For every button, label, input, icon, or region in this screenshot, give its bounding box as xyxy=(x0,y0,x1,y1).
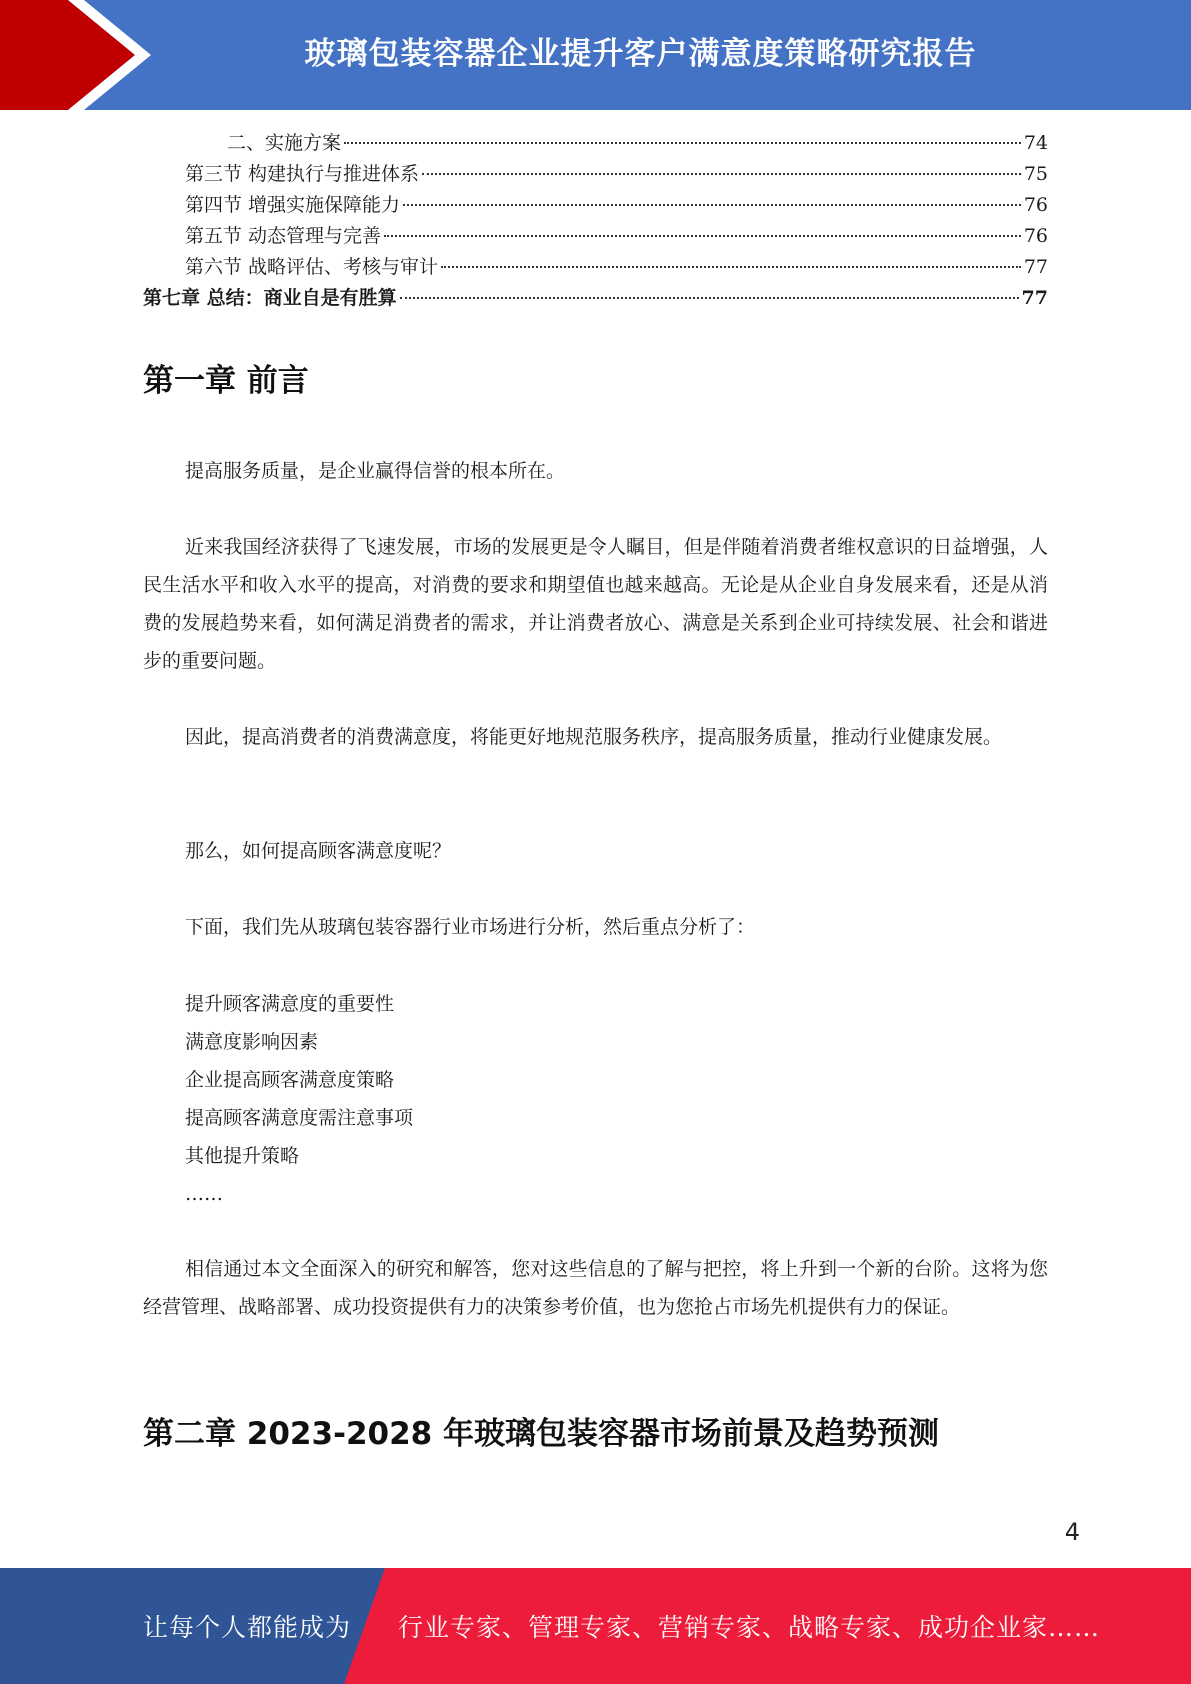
analysis-topics-list xyxy=(185,985,413,1213)
list-item: 提升顾客满意度的重要性 xyxy=(185,993,395,1015)
page-number: 4 xyxy=(1064,1518,1080,1546)
toc-leader xyxy=(422,173,1021,175)
list-item: 满意度影响因素 xyxy=(185,1031,319,1053)
footer-slogan-right: 行业专家、管理专家、营销专家、战略专家、成功企业家…… xyxy=(398,1613,1101,1642)
paragraph-2: 近来我国经济获得了飞速发展，市场的发展更是令人瞩目，但是伴随着消费者维权意识的日益增强，人民生活水平和收入水平的提高，对消费的要求和期望值也越来越高。无论是从企业自身发展来看，还是从消费的发展趋势来看，如何满足消费者的需求，并让消费者放心、满意是关系到企业可持续发展、社会和谐进步的重要问题。 xyxy=(143,536,1048,672)
toc-entry[interactable] xyxy=(143,159,1048,190)
toc-entry[interactable] xyxy=(143,221,1048,252)
toc-leader xyxy=(441,266,1021,268)
paragraph-6: 相信通过本文全面深入的研究和解答，您对这些信息的了解与把控，将上升到一个新的台阶。这将为您经营管理、战略部署、成功投资提供有力的决策参考价值，也为您抢占市场先机提供有力的保证。 xyxy=(143,1258,1048,1318)
paragraph-3: 因此，提高消费者的消费满意度，将能更好地规范服务秩序，提高服务质量，推动行业健康发展。 xyxy=(185,726,1003,748)
toc-entry-text: 第五节 动态管理与完善 xyxy=(185,225,382,247)
footer-slogan-left: 让每个人都能成为 xyxy=(143,1613,352,1642)
toc-entry-page: 76 xyxy=(1023,225,1048,247)
toc-entry-text: 第三节 构建执行与推进体系 xyxy=(185,163,420,185)
toc-entry[interactable] xyxy=(143,190,1048,221)
chapter-2-heading: 第二章 2023-2028 年玻璃包装容器市场前景及趋势预测 xyxy=(143,1416,940,1452)
list-item: 提高顾客满意度需注意事项 xyxy=(185,1107,414,1129)
toc-leader xyxy=(344,142,1021,144)
paragraph-5: 下面，我们先从玻璃包装容器行业市场进行分析，然后重点分析了： xyxy=(185,916,756,938)
paragraph-1: 提高服务质量，是企业赢得信誉的根本所在。 xyxy=(185,460,566,482)
list-item: 其他提升策略 xyxy=(185,1145,300,1167)
toc-leader xyxy=(400,297,1019,299)
toc-entry-page: 74 xyxy=(1023,132,1048,154)
toc-entry[interactable] xyxy=(143,128,1048,159)
table-of-contents xyxy=(143,128,1048,314)
toc-entry-page: 76 xyxy=(1023,194,1048,216)
paragraph-4: 那么，如何提高顾客满意度呢？ xyxy=(185,840,452,862)
toc-entry-page: 77 xyxy=(1023,256,1048,278)
toc-entry-page: 77 xyxy=(1021,287,1048,309)
page-footer xyxy=(0,1568,1191,1684)
list-item: 企业提高顾客满意度策略 xyxy=(185,1069,395,1091)
toc-entry[interactable] xyxy=(143,252,1048,283)
toc-entry-text: 第六节 战略评估、考核与审计 xyxy=(185,256,439,278)
toc-entry-page: 75 xyxy=(1023,163,1048,185)
chapter-1-heading: 第一章 前言 xyxy=(143,363,309,399)
toc-leader xyxy=(384,235,1021,237)
toc-entry-text: 第四节 增强实施保障能力 xyxy=(185,194,401,216)
toc-entry-text: 第七章 总结：商业自是有胜算 xyxy=(143,287,397,309)
toc-entry[interactable] xyxy=(143,283,1048,314)
toc-leader xyxy=(403,204,1021,206)
report-title: 玻璃包装容器企业提升客户满意度策略研究报告 xyxy=(304,36,977,72)
toc-entry-text: 二、实施方案 xyxy=(227,132,342,154)
page-header xyxy=(0,0,1191,110)
list-item: …… xyxy=(185,1183,223,1205)
